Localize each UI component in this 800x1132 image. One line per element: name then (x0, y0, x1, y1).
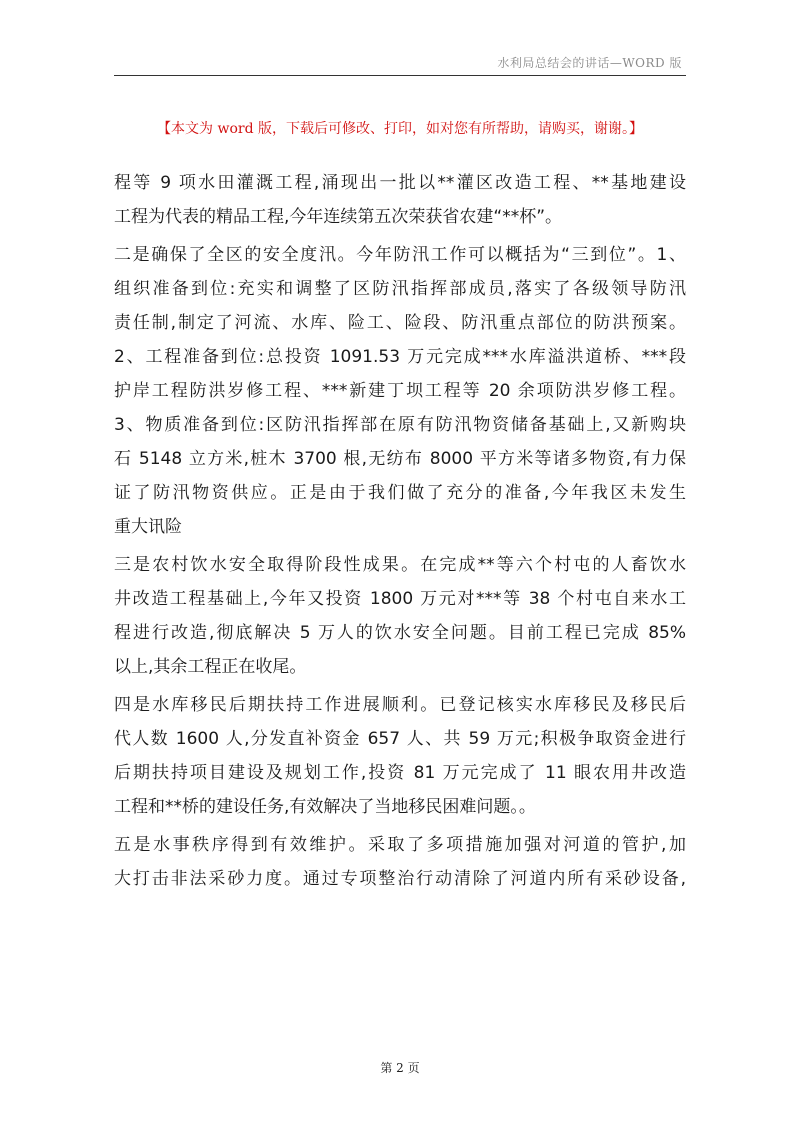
paragraph-5 (114, 828, 686, 896)
text-line: 重大讯险 (114, 517, 182, 537)
text-line: 组织准备到位:充实和调整了区防汛指挥部成员,落实了各级领导防汛 (114, 279, 686, 299)
text-line: 代人数 1600 人,分发直补资金 657 人、共 59 万元;积极争取资金进行 (114, 729, 686, 749)
document-header-title: 水利局总结会的讲话—WORD 版 (497, 56, 682, 70)
paragraph-1 (114, 166, 686, 234)
text-line: 井改造工程基础上,今年又投资 1800 万元对***等 38 个村屯自来水工 (114, 589, 686, 609)
text-line: 石 5148 立方米,桩木 3700 根,无纺布 8000 平方米等诸多物资,有力保 (114, 449, 686, 469)
page-number: 第 2 页 (380, 1061, 420, 1075)
paragraph-2 (114, 238, 686, 544)
text-line: 三是农村饮水安全取得阶段性成果。在完成**等六个村屯的人畜饮水 (114, 555, 686, 575)
text-line: 大打击非法采砂力度。通过专项整治行动清除了河道内所有采砂设备, (114, 869, 686, 889)
text-line: 四是水库移民后期扶持工作进展顺利。已登记核实水库移民及移民后 (114, 695, 686, 715)
text-line: 程进行改造,彻底解决 5 万人的饮水安全问题。目前工程已完成 85% (114, 623, 686, 643)
purchase-notice: 【本文为 word 版，下载后可修改、打印，如对您有所帮助，请购买，谢谢。】 (157, 121, 643, 137)
text-line: 后期扶持项目建设及规划工作,投资 81 万元完成了 11 眼农用井改造 (114, 763, 686, 783)
paragraph-3 (114, 548, 686, 684)
text-line: 3、物质准备到位:区防汛指挥部在原有防汛物资储备基础上,又新购块 (114, 415, 686, 435)
text-line: 证了防汛物资供应。正是由于我们做了充分的准备,今年我区未发生 (114, 483, 686, 503)
paragraph-4 (114, 688, 686, 824)
header-divider (114, 75, 686, 76)
text-line: 二是确保了全区的安全度汛。今年防汛工作可以概括为“三到位”。1、 (114, 245, 686, 265)
text-line: 程等 9 项水田灌溉工程,涌现出一批以**灌区改造工程、**基地建设 (114, 173, 686, 193)
text-line: 护岸工程防洪岁修工程、***新建丁坝工程等 20 余项防洪岁修工程。 (114, 381, 686, 401)
text-line: 以上,其余工程正在收尾。 (114, 657, 307, 677)
text-line: 2、工程准备到位:总投资 1091.53 万元完成***水库溢洪道桥、***段 (114, 347, 686, 367)
text-line: 工程为代表的精品工程,今年连续第五次荣获省农建“**杯”。 (114, 207, 563, 227)
text-line: 工程和**桥的建设任务,有效解决了当地移民困难问题。。 (114, 797, 536, 817)
text-line: 五是水事秩序得到有效维护。采取了多项措施加强对河道的管护,加 (114, 835, 686, 855)
document-body (114, 166, 686, 896)
text-line: 责任制,制定了河流、水库、险工、险段、防汛重点部位的防洪预案。 (114, 313, 686, 333)
